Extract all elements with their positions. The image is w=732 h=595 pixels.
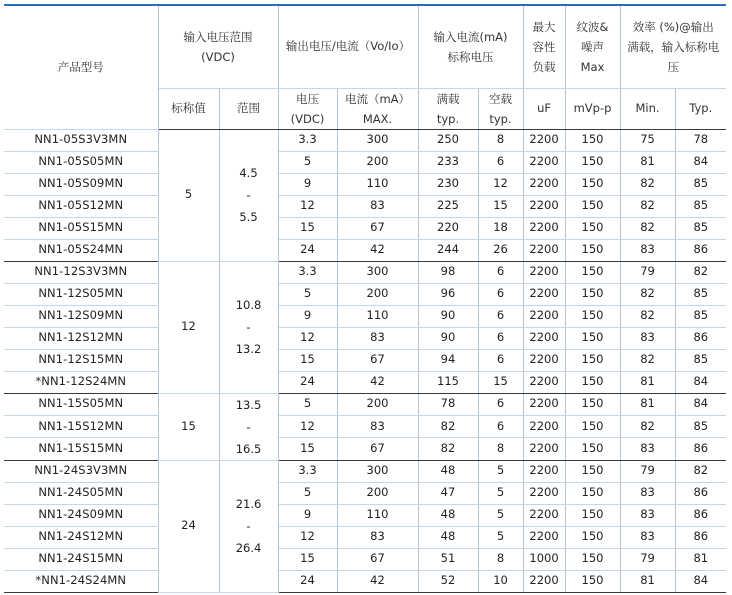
output-voltage-cell: 12 [278,415,337,437]
efficiency-min-cell: 82 [620,305,675,327]
ripple-noise-cell: 150 [565,504,620,526]
no-load-current-cell: 15 [478,371,523,393]
output-voltage-cell: 5 [278,151,337,173]
output-current-cell: 67 [337,217,418,239]
nominal-voltage-cell: 24 [158,460,219,592]
full-load-current-cell: 90 [418,305,478,327]
no-load-current-cell: 8 [478,438,523,460]
max-capacitive-load-cell: 2200 [523,415,565,437]
output-voltage-cell: 24 [278,239,337,261]
header-current [337,88,418,129]
header-input-current [418,5,523,88]
no-load-current-cell: 6 [478,283,523,305]
table-row [4,305,726,327]
output-current-cell: 42 [337,371,418,393]
max-capacitive-load-cell: 2200 [523,129,565,151]
ripple-noise-cell: 150 [565,548,620,570]
voltage-range-sep: - [246,519,251,533]
model-cell: NN1-12S15MN [4,349,158,371]
output-current-cell: 200 [337,151,418,173]
efficiency-typ-cell: 86 [675,438,726,460]
model-cell: NN1-24S15MN [4,548,158,570]
table-row [4,415,726,437]
ripple-noise-cell: 150 [565,173,620,195]
header-max-cap-line3: 负载 [532,59,556,74]
header-full-load [418,88,478,129]
output-current-cell: 200 [337,283,418,305]
max-capacitive-load-cell: 2200 [523,393,565,415]
efficiency-typ-cell: 85 [675,283,726,305]
table-row [4,283,726,305]
ripple-noise-cell: 150 [565,305,620,327]
table-row [4,151,726,173]
no-load-current-cell: 6 [478,393,523,415]
header-ripple-unit: mVp-p [565,88,620,129]
efficiency-min-cell: 81 [620,570,675,592]
efficiency-min-cell: 81 [620,393,675,415]
table-row [4,349,726,371]
header-current-line1: 电流（mA） [344,91,411,106]
output-current-cell: 200 [337,482,418,504]
table-row [4,261,726,283]
full-load-current-cell: 225 [418,195,478,217]
table-row [4,393,726,415]
ripple-noise-cell: 150 [565,460,620,482]
max-capacitive-load-cell: 2200 [523,482,565,504]
header-max-cap-line1: 最大 [532,19,556,34]
no-load-current-cell: 6 [478,151,523,173]
efficiency-typ-cell: 85 [675,305,726,327]
efficiency-typ-cell: 84 [675,371,726,393]
efficiency-typ-cell: 85 [675,195,726,217]
nominal-voltage-cell: 12 [158,261,219,393]
no-load-current-cell: 15 [478,195,523,217]
ripple-noise-cell: 150 [565,570,620,592]
efficiency-typ-cell: 86 [675,504,726,526]
model-cell: NN1-05S05MN [4,151,158,173]
efficiency-min-cell: 82 [620,415,675,437]
no-load-current-cell: 5 [478,482,523,504]
header-eff-line2: 满载，输入标称电 [627,39,720,54]
header-full-load-line2: typ. [436,111,460,126]
header-cap-unit: uF [523,88,565,129]
full-load-current-cell: 82 [418,438,478,460]
header-no-load-line1: 空载 [489,91,512,106]
full-load-current-cell: 220 [418,217,478,239]
efficiency-min-cell: 83 [620,239,675,261]
header-eff-line1: 效率 (%)@输出 [632,19,714,34]
max-capacitive-load-cell: 2200 [523,239,565,261]
header-input-current-line2: 标称电压 [447,49,494,64]
output-current-cell: 110 [337,305,418,327]
header-input-voltage-range-line2: (VDC) [201,49,235,64]
model-cell: NN1-05S09MN [4,173,158,195]
full-load-current-cell: 230 [418,173,478,195]
efficiency-min-cell: 82 [620,173,675,195]
efficiency-typ-cell: 85 [675,349,726,371]
full-load-current-cell: 98 [418,261,478,283]
output-voltage-cell: 3.3 [278,261,337,283]
table-row [4,327,726,349]
max-capacitive-load-cell: 2200 [523,261,565,283]
max-capacitive-load-cell: 2200 [523,460,565,482]
ripple-noise-cell: 150 [565,526,620,548]
efficiency-min-cell: 82 [620,283,675,305]
header-eff-min: Min. [620,88,675,129]
model-cell: NN1-12S05MN [4,283,158,305]
model-cell: NN1-15S05MN [4,393,158,415]
output-voltage-cell: 3.3 [278,129,337,151]
voltage-range-high: 5.5 [239,210,258,224]
header-efficiency [620,5,726,88]
voltage-range [236,493,262,559]
table-row [4,371,726,393]
efficiency-typ-cell: 82 [675,460,726,482]
table-row [4,129,726,151]
table-row [4,460,726,482]
table-row [4,239,726,261]
voltage-range-low: 21.6 [235,497,262,511]
efficiency-min-cell: 81 [620,371,675,393]
voltage-range-low: 4.5 [239,166,258,180]
max-capacitive-load-cell: 2200 [523,438,565,460]
full-load-current-cell: 233 [418,151,478,173]
max-capacitive-load-cell: 2200 [523,195,565,217]
model-cell: *NN1-12S24MN [4,371,158,393]
header-voltage-line1: 电压 [296,91,319,106]
efficiency-min-cell: 83 [620,504,675,526]
model-cell: NN1-15S15MN [4,438,158,460]
header-max-capacitive-load [523,5,565,88]
spec-table [4,4,726,593]
ripple-noise-cell: 150 [565,129,620,151]
max-capacitive-load-cell: 2200 [523,151,565,173]
nominal-voltage-cell: 15 [158,393,219,460]
output-voltage-cell: 9 [278,173,337,195]
efficiency-typ-cell: 81 [675,548,726,570]
efficiency-min-cell: 83 [620,327,675,349]
output-voltage-cell: 9 [278,504,337,526]
output-current-cell: 300 [337,129,418,151]
max-capacitive-load-cell: 2200 [523,283,565,305]
voltage-range-cell [219,460,278,592]
full-load-current-cell: 78 [418,393,478,415]
output-voltage-cell: 24 [278,371,337,393]
full-load-current-cell: 48 [418,526,478,548]
max-capacitive-load-cell: 2200 [523,173,565,195]
output-current-cell: 83 [337,195,418,217]
voltage-range-cell [219,129,278,261]
output-voltage-cell: 9 [278,305,337,327]
output-current-cell: 42 [337,239,418,261]
efficiency-typ-cell: 78 [675,129,726,151]
model-cell: NN1-05S24MN [4,239,158,261]
ripple-noise-cell: 150 [565,415,620,437]
ripple-noise-cell: 150 [565,283,620,305]
efficiency-typ-cell: 84 [675,151,726,173]
ripple-noise-cell: 150 [565,195,620,217]
model-cell: NN1-24S05MN [4,482,158,504]
voltage-range-cell [219,393,278,460]
header-range: 范围 [219,88,278,129]
ripple-noise-cell: 150 [565,438,620,460]
header-ripple-line1: 纹波& [576,19,609,34]
no-load-current-cell: 8 [478,548,523,570]
no-load-current-cell: 6 [478,349,523,371]
full-load-current-cell: 51 [418,548,478,570]
model-cell: NN1-15S12MN [4,415,158,437]
header-input-current-line1: 输入电流(mA) [433,29,508,44]
no-load-current-cell: 18 [478,217,523,239]
header-eff-typ: Typ. [675,88,726,129]
header-no-load [478,88,523,129]
full-load-current-cell: 52 [418,570,478,592]
header-full-load-line1: 满载 [436,91,460,106]
voltage-range-high: 13.2 [235,342,262,356]
output-current-cell: 67 [337,438,418,460]
header-output-voltage-current: 输出电压/电流（Vo/Io） [278,5,418,88]
output-current-cell: 67 [337,349,418,371]
header-voltage-line2: (VDC) [290,111,325,126]
efficiency-min-cell: 82 [620,217,675,239]
no-load-current-cell: 5 [478,504,523,526]
header-input-voltage-range [158,5,278,88]
output-current-cell: 110 [337,173,418,195]
ripple-noise-cell: 150 [565,239,620,261]
efficiency-typ-cell: 86 [675,482,726,504]
max-capacitive-load-cell: 2200 [523,217,565,239]
efficiency-min-cell: 79 [620,460,675,482]
no-load-current-cell: 5 [478,526,523,548]
output-voltage-cell: 5 [278,393,337,415]
model-cell: NN1-05S12MN [4,195,158,217]
output-current-cell: 83 [337,415,418,437]
efficiency-typ-cell: 85 [675,217,726,239]
ripple-noise-cell: 150 [565,393,620,415]
voltage-range-high: 16.5 [235,441,262,456]
ripple-noise-cell: 150 [565,482,620,504]
model-cell: NN1-12S12MN [4,327,158,349]
full-load-current-cell: 90 [418,327,478,349]
table-row [4,526,726,548]
output-voltage-cell: 15 [278,349,337,371]
voltage-range [236,294,262,360]
ripple-noise-cell: 150 [565,371,620,393]
output-current-cell: 83 [337,526,418,548]
model-cell: NN1-12S09MN [4,305,158,327]
no-load-current-cell: 6 [478,305,523,327]
voltage-range-sep: - [246,320,251,334]
no-load-current-cell: 8 [478,129,523,151]
header-no-load-line2: typ. [489,111,512,126]
no-load-current-cell: 5 [478,460,523,482]
output-voltage-cell: 15 [278,438,337,460]
voltage-range-low: 13.5 [235,397,262,412]
header-model: 产品型号 [4,5,158,129]
table-body [4,129,726,592]
output-current-cell: 300 [337,460,418,482]
full-load-current-cell: 250 [418,129,478,151]
table-row [4,504,726,526]
output-voltage-cell: 5 [278,283,337,305]
max-capacitive-load-cell: 2200 [523,371,565,393]
voltage-range-cell [219,261,278,393]
efficiency-min-cell: 82 [620,349,675,371]
full-load-current-cell: 48 [418,504,478,526]
nominal-voltage-cell: 5 [158,129,219,261]
model-cell: NN1-05S15MN [4,217,158,239]
table-row [4,570,726,592]
output-voltage-cell: 15 [278,548,337,570]
output-voltage-cell: 24 [278,570,337,592]
no-load-current-cell: 6 [478,415,523,437]
table-header [4,5,726,129]
no-load-current-cell: 10 [478,570,523,592]
table-row [4,173,726,195]
full-load-current-cell: 47 [418,482,478,504]
max-capacitive-load-cell: 2200 [523,504,565,526]
output-voltage-cell: 12 [278,195,337,217]
model-cell: NN1-12S3V3MN [4,261,158,283]
output-current-cell: 300 [337,261,418,283]
no-load-current-cell: 6 [478,261,523,283]
efficiency-typ-cell: 86 [675,526,726,548]
header-ripple-line2: 噪声 [581,39,605,54]
no-load-current-cell: 6 [478,327,523,349]
output-voltage-cell: 12 [278,327,337,349]
output-current-cell: 200 [337,393,418,415]
model-cell: NN1-24S3V3MN [4,460,158,482]
full-load-current-cell: 94 [418,349,478,371]
efficiency-typ-cell: 84 [675,393,726,415]
voltage-range-high: 26.4 [235,541,262,555]
header-max-cap-line2: 容性 [532,39,556,54]
efficiency-min-cell: 83 [620,526,675,548]
voltage-range [239,162,257,228]
full-load-current-cell: 115 [418,371,478,393]
efficiency-typ-cell: 82 [675,261,726,283]
max-capacitive-load-cell: 1000 [523,548,565,570]
ripple-noise-cell: 150 [565,327,620,349]
output-voltage-cell: 15 [278,217,337,239]
output-current-cell: 42 [337,570,418,592]
header-input-voltage-range-line1: 输入电压范围 [183,29,253,44]
voltage-range-sep: - [246,188,251,202]
efficiency-min-cell: 75 [620,129,675,151]
model-cell: NN1-24S12MN [4,526,158,548]
header-voltage [278,88,337,129]
efficiency-min-cell: 79 [620,261,675,283]
table-row [4,482,726,504]
efficiency-min-cell: 79 [620,548,675,570]
voltage-range-low: 10.8 [235,298,262,312]
table-row [4,438,726,460]
full-load-current-cell: 96 [418,283,478,305]
full-load-current-cell: 82 [418,415,478,437]
efficiency-typ-cell: 85 [675,173,726,195]
efficiency-min-cell: 83 [620,482,675,504]
table-row [4,195,726,217]
voltage-range [236,394,262,460]
ripple-noise-cell: 150 [565,261,620,283]
full-load-current-cell: 48 [418,460,478,482]
efficiency-min-cell: 82 [620,195,675,217]
header-eff-line3: 压 [667,59,680,74]
header-ripple-noise [565,5,620,88]
ripple-noise-cell: 150 [565,151,620,173]
header-ripple-line3: Max [580,59,605,74]
voltage-range-sep: - [246,419,251,434]
output-current-cell: 83 [337,327,418,349]
header-nominal: 标称值 [158,88,219,129]
model-cell: NN1-24S09MN [4,504,158,526]
output-current-cell: 110 [337,504,418,526]
output-current-cell: 67 [337,548,418,570]
ripple-noise-cell: 150 [565,217,620,239]
max-capacitive-load-cell: 2200 [523,327,565,349]
output-voltage-cell: 12 [278,526,337,548]
efficiency-typ-cell: 85 [675,415,726,437]
efficiency-min-cell: 81 [620,151,675,173]
table-row [4,548,726,570]
header-current-line2: MAX. [362,111,393,126]
efficiency-typ-cell: 86 [675,239,726,261]
max-capacitive-load-cell: 2200 [523,526,565,548]
no-load-current-cell: 12 [478,173,523,195]
efficiency-min-cell: 83 [620,438,675,460]
output-voltage-cell: 5 [278,482,337,504]
max-capacitive-load-cell: 2200 [523,305,565,327]
ripple-noise-cell: 150 [565,349,620,371]
full-load-current-cell: 244 [418,239,478,261]
table-row [4,217,726,239]
model-cell: *NN1-24S24MN [4,570,158,592]
max-capacitive-load-cell: 2200 [523,349,565,371]
no-load-current-cell: 26 [478,239,523,261]
output-voltage-cell: 3.3 [278,460,337,482]
efficiency-typ-cell: 86 [675,327,726,349]
efficiency-typ-cell: 84 [675,570,726,592]
model-cell: NN1-05S3V3MN [4,129,158,151]
max-capacitive-load-cell: 2200 [523,570,565,592]
